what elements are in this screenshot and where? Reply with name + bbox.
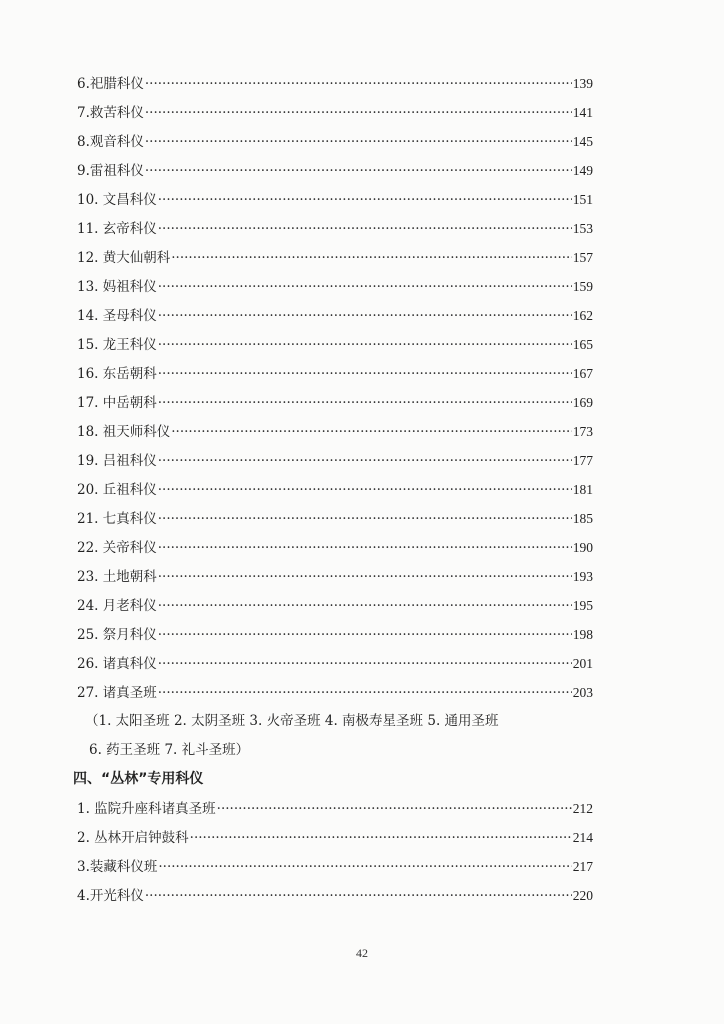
toc-entry-page: 212	[572, 801, 593, 816]
toc-entry-title: 17. 中岳朝科	[77, 395, 157, 411]
toc-entry	[77, 330, 593, 359]
toc-entry-title: 18. 祖天师科仪	[77, 424, 171, 440]
toc-entry-page: 181	[572, 482, 593, 497]
dot-leader	[158, 563, 572, 592]
toc-entry-page: 139	[572, 76, 593, 91]
toc-entry	[77, 156, 593, 185]
toc-entry-page: 214	[572, 830, 593, 845]
toc-entry-page: 190	[572, 540, 593, 555]
dot-leader	[145, 882, 572, 911]
toc-entry-page: 159	[572, 279, 593, 294]
toc-entry	[77, 388, 593, 417]
page-number: 42	[356, 946, 368, 960]
toc-part-2	[77, 794, 593, 910]
toc-entry-title: 9.雷祖科仪	[77, 163, 144, 179]
toc-entry	[77, 214, 593, 243]
toc-entry	[77, 852, 593, 881]
toc-entry-page: 198	[572, 627, 593, 642]
dot-leader	[158, 592, 572, 621]
table-of-contents	[73, 69, 593, 910]
dot-leader	[145, 157, 572, 186]
toc-entry	[77, 678, 593, 707]
toc-entry	[77, 127, 593, 156]
dot-leader	[158, 215, 572, 244]
toc-entry	[77, 272, 593, 301]
toc-entry	[77, 504, 593, 533]
toc-entry-title: 27. 诸真圣班	[77, 685, 157, 701]
toc-entry-page: 217	[572, 859, 593, 874]
toc-entry-title: 2. 丛林开启钟鼓科	[77, 830, 189, 846]
dot-leader	[158, 302, 572, 331]
toc-entry-title: 11. 玄帝科仪	[77, 221, 157, 237]
toc-entry	[77, 794, 593, 823]
toc-entry-page: 177	[572, 453, 593, 468]
dot-leader	[145, 70, 572, 99]
toc-entry-title: 1. 监院升座科诸真圣班	[77, 801, 216, 817]
toc-entry-title: 20. 丘祖科仪	[77, 482, 157, 498]
dot-leader	[171, 244, 571, 273]
toc-entry-title: 3.装藏科仪班	[77, 859, 158, 875]
toc-entry	[77, 243, 593, 272]
dot-leader	[158, 447, 572, 476]
toc-entry	[77, 591, 593, 620]
toc-entry-page: 162	[572, 308, 593, 323]
toc-entry-page: 157	[572, 250, 593, 265]
toc-entry-page: 201	[572, 656, 593, 671]
dot-leader	[158, 476, 572, 505]
toc-entry	[77, 359, 593, 388]
dot-leader	[158, 505, 572, 534]
toc-entry-page: 220	[572, 888, 593, 903]
toc-entry-page: 149	[572, 163, 593, 178]
section-heading: 四、“丛林”专用科仪	[73, 771, 204, 787]
toc-entry-page: 185	[572, 511, 593, 526]
toc-entry-page: 195	[572, 598, 593, 613]
toc-note-line-1: （1. 太阳圣班 2. 太阴圣班 3. 火帝圣班 4. 南极寿星圣班 5. 通用圣班	[85, 713, 499, 729]
toc-entry	[77, 881, 593, 910]
toc-entry	[77, 823, 593, 852]
dot-leader	[190, 824, 572, 853]
toc-entry	[77, 446, 593, 475]
dot-leader	[171, 418, 571, 447]
toc-entry	[77, 185, 593, 214]
toc-entry-title: 14. 圣母科仪	[77, 308, 157, 324]
toc-entry	[77, 620, 593, 649]
toc-entry-title: 12. 黄大仙朝科	[77, 250, 171, 266]
toc-entry-title: 13. 妈祖科仪	[77, 279, 157, 295]
toc-entry-title: 24. 月老科仪	[77, 598, 157, 614]
toc-entry-title: 8.观音科仪	[77, 134, 144, 150]
toc-entry-title: 19. 吕祖科仪	[77, 453, 157, 469]
toc-entry	[77, 533, 593, 562]
toc-entry	[77, 475, 593, 504]
toc-entry-title: 4.开光科仪	[77, 888, 144, 904]
toc-entry-title: 7.救苦科仪	[77, 105, 144, 121]
dot-leader	[158, 389, 572, 418]
toc-entry-title: 26. 诸真科仪	[77, 656, 157, 672]
toc-entry-page: 153	[572, 221, 593, 236]
toc-entry	[77, 98, 593, 127]
toc-entry-title: 6.祀腊科仪	[77, 76, 144, 92]
toc-entry-page: 167	[572, 366, 593, 381]
toc-entry-page: 165	[572, 337, 593, 352]
toc-entry	[77, 417, 593, 446]
dot-leader	[158, 331, 572, 360]
toc-entry-page: 141	[572, 105, 593, 120]
dot-leader	[158, 534, 572, 563]
toc-entry-page: 193	[572, 569, 593, 584]
toc-entry-title: 16. 东岳朝科	[77, 366, 157, 382]
dot-leader	[158, 273, 572, 302]
dot-leader	[158, 853, 571, 882]
toc-entry	[77, 301, 593, 330]
toc-entry-page: 203	[572, 685, 593, 700]
dot-leader	[158, 621, 572, 650]
toc-entry	[77, 69, 593, 98]
toc-entry-page: 169	[572, 395, 593, 410]
dot-leader	[145, 99, 572, 128]
toc-entry-title: 25. 祭月科仪	[77, 627, 157, 643]
dot-leader	[145, 128, 572, 157]
dot-leader	[158, 679, 572, 708]
toc-entry-title: 10. 文昌科仪	[77, 192, 157, 208]
toc-entry-page: 151	[572, 192, 593, 207]
toc-part-1	[77, 69, 593, 707]
toc-entry	[77, 649, 593, 678]
toc-entry-title: 15. 龙王科仪	[77, 337, 157, 353]
dot-leader	[217, 795, 572, 824]
toc-entry-title: 21. 七真科仪	[77, 511, 157, 527]
toc-entry	[77, 562, 593, 591]
dot-leader	[158, 360, 572, 389]
dot-leader	[158, 186, 572, 215]
dot-leader	[158, 650, 572, 679]
toc-entry-page: 173	[572, 424, 593, 439]
toc-entry-page: 145	[572, 134, 593, 149]
toc-entry-title: 22. 关帝科仪	[77, 540, 157, 556]
toc-entry-title: 23. 土地朝科	[77, 569, 157, 585]
toc-note-line-2: 6. 药王圣班 7. 礼斗圣班）	[89, 742, 250, 758]
